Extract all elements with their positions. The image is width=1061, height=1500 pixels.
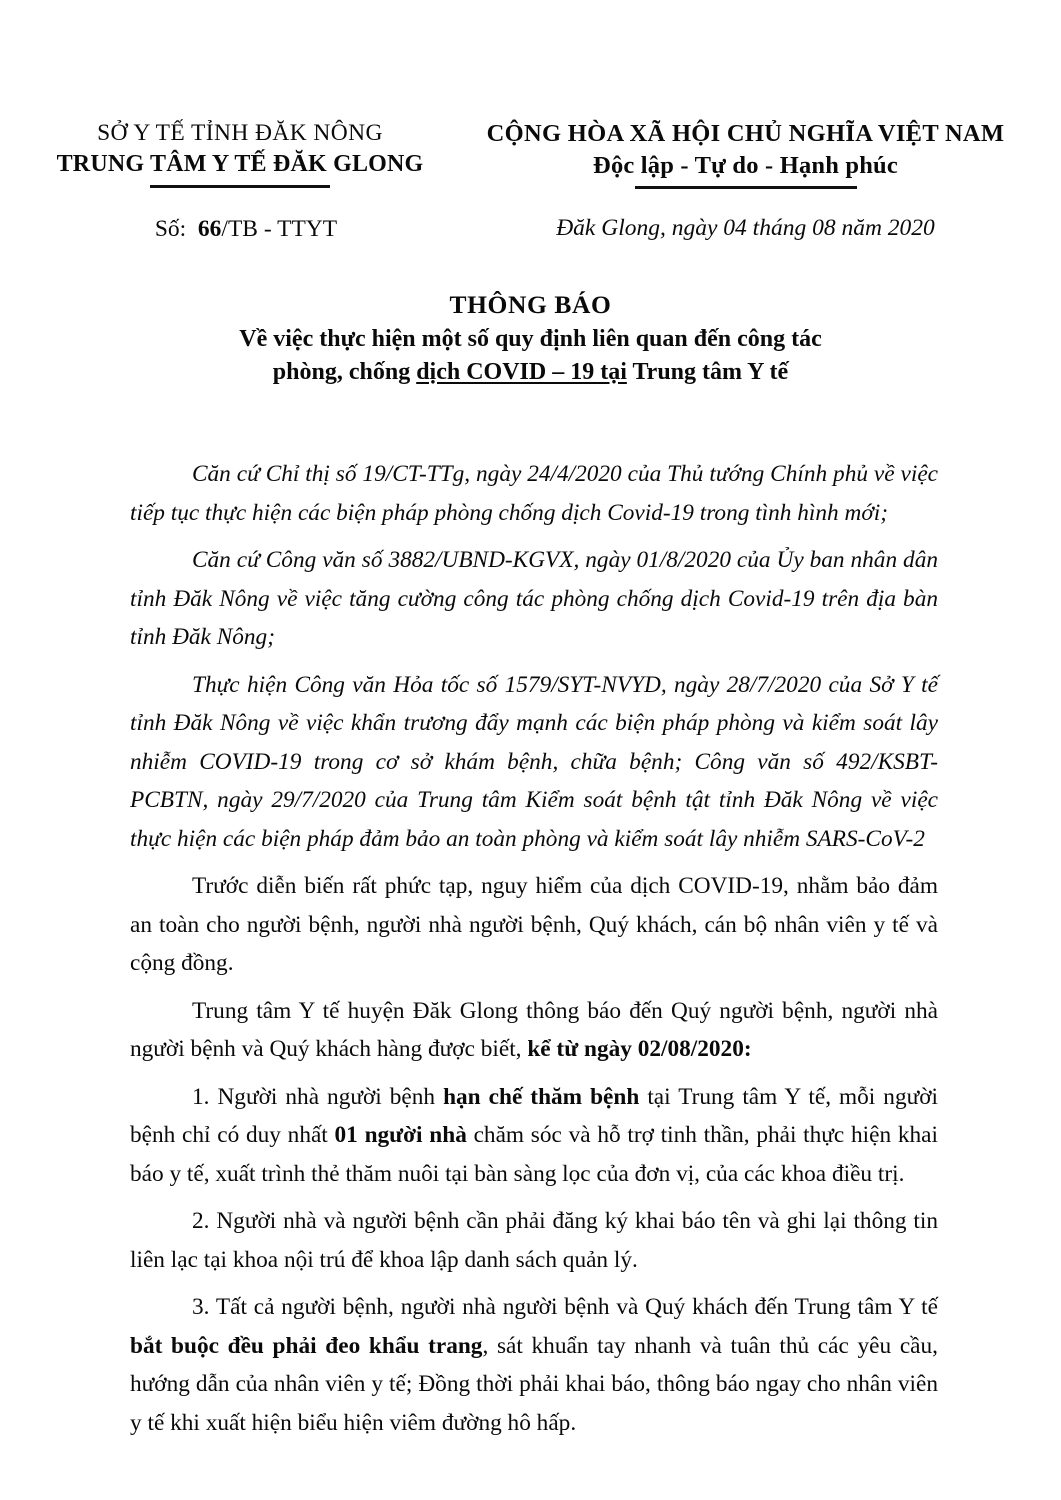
notice-effective-date-paragraph — [130, 992, 938, 1069]
issuing-organization-name: TRUNG TÂM Y TẾ ĐĂK GLONG — [56, 151, 424, 177]
national-heading-block — [470, 118, 1061, 243]
item-1-emphasis-1: hạn chế thăm bệnh — [443, 1083, 640, 1110]
parent-authority-name: SỞ Y TẾ TỈNH ĐĂK NÔNG — [97, 120, 383, 146]
document-number-line — [10, 214, 470, 244]
document-title-block — [0, 288, 1061, 388]
regulation-item-2: 2. Người nhà và người bệnh cần phải đăng ký khai báo tên và ghi lại thông tin liên lạc tại khoa nội trú để khoa lập danh sách quản lý. — [130, 1208, 938, 1273]
item-3-text-part-2: , sát khuẩn tay nhanh và tuân thủ các yêu cầu, hướng dẫn của nhân viên y tế; Đồng thời phải khai báo, thông báo ngay cho nhân viên y tế khi xuất hiện biểu hiện viêm đường hô hấp. — [130, 1332, 938, 1436]
issuing-authority-block — [0, 118, 470, 244]
document-header — [0, 118, 1061, 244]
item-3-emphasis: bắt buộc đều phải đeo khẩu trang — [130, 1332, 483, 1359]
legal-basis-paragraph-3: Thực hiện Công văn Hỏa tốc số 1579/SYT-NVYD, ngày 28/7/2020 của Sở Y tế tỉnh Đăk Nông về việc khẩn trương đẩy mạnh các biện pháp phòng và kiểm soát lây nhiễm COVID-19 trong cơ sở khám bệnh, chữa bệnh; Công văn số 492/KSBT-PCBTN, ngày 29/7/2020 của Trung tâm Kiểm soát bệnh tật tỉnh Đăk Nông về việc thực hiện các biện pháp đảm bảo an toàn phòng và kiểm soát lây nhiễm SARS-CoV-2 — [130, 671, 938, 852]
item-1-text-part-3: chăm sóc và hỗ trợ tinh thần, phải thực hiện khai báo y tế, xuất trình thẻ thăm nuôi tại bàn sàng lọc của đơn vị, của các khoa điều trị. — [130, 1122, 938, 1187]
legal-basis-paragraph-1: Căn cứ Chỉ thị số 19/CT-TTg, ngày 24/4/2020 của Thủ tướng Chính phủ về việc tiếp tục thực hiện các biện pháp phòng chống dịch Covid-19 trong tình hình mới; — [130, 461, 938, 526]
regulation-item-1 — [130, 1078, 938, 1194]
subject-text-before: phòng, chống — [272, 359, 417, 385]
item-1-text-part-1: 1. Người nhà người bệnh — [192, 1083, 444, 1110]
header-divider-left — [150, 185, 330, 188]
regulation-item-3 — [130, 1288, 938, 1442]
national-motto: Độc lập - Tự do - Hạnh phúc — [593, 152, 898, 179]
document-type-title: THÔNG BÁO — [449, 290, 612, 319]
introduction-paragraph: Trước diễn biến rất phức tạp, nguy hiểm của dịch COVID-19, nhằm bảo đảm an toàn cho người bệnh, người nhà người bệnh, Quý khách, cán bộ nhân viên y tế và cộng đồng. — [130, 873, 938, 976]
notice-text: Trung tâm Y tế huyện Đăk Glong thông báo đến Quý người bệnh, người nhà người bệnh và Quý khách hàng được biết, — [130, 997, 938, 1062]
place-and-date: Đăk Glong, ngày 04 tháng 08 năm 2020 — [556, 214, 935, 241]
document-subject-line-1: Về việc thực hiện một số quy định liên quan đến công tác — [239, 326, 822, 352]
legal-basis-paragraph-2: Căn cứ Công văn số 3882/UBND-KGVX, ngày 01/8/2020 của Ủy ban nhân dân tỉnh Đăk Nông về việc tăng cường công tác phòng chống dịch Covid-19 trên địa bàn tỉnh Đăk Nông; — [130, 547, 938, 650]
item-3-text-part-1: 3. Tất cả người bệnh, người nhà người bệnh và Quý khách đến Trung tâm Y tế — [192, 1294, 938, 1320]
country-name: CỘNG HÒA XÃ HỘI CHỦ NGHĨA VIỆT NAM — [486, 120, 1005, 147]
document-number-prefix: Số: — [154, 215, 187, 242]
document-number-suffix: /TB - TTYT — [221, 215, 338, 242]
subject-text-underlined: dịch COVID – 19 tại — [416, 359, 627, 385]
document-subject-line-2 — [0, 356, 1061, 388]
subject-text-after: Trung tâm Y tế — [626, 359, 789, 385]
item-1-text-part-2: tại Trung tâm Y tế, mỗi người bệnh chỉ có duy nhất — [130, 1083, 939, 1148]
item-1-emphasis-2: 01 người nhà — [334, 1122, 467, 1148]
document-number-value: 66 — [197, 215, 222, 242]
document-body — [130, 455, 938, 1442]
effective-date-emphasis: kể từ ngày 02/08/2020: — [527, 1036, 752, 1062]
header-divider-right — [635, 186, 857, 189]
